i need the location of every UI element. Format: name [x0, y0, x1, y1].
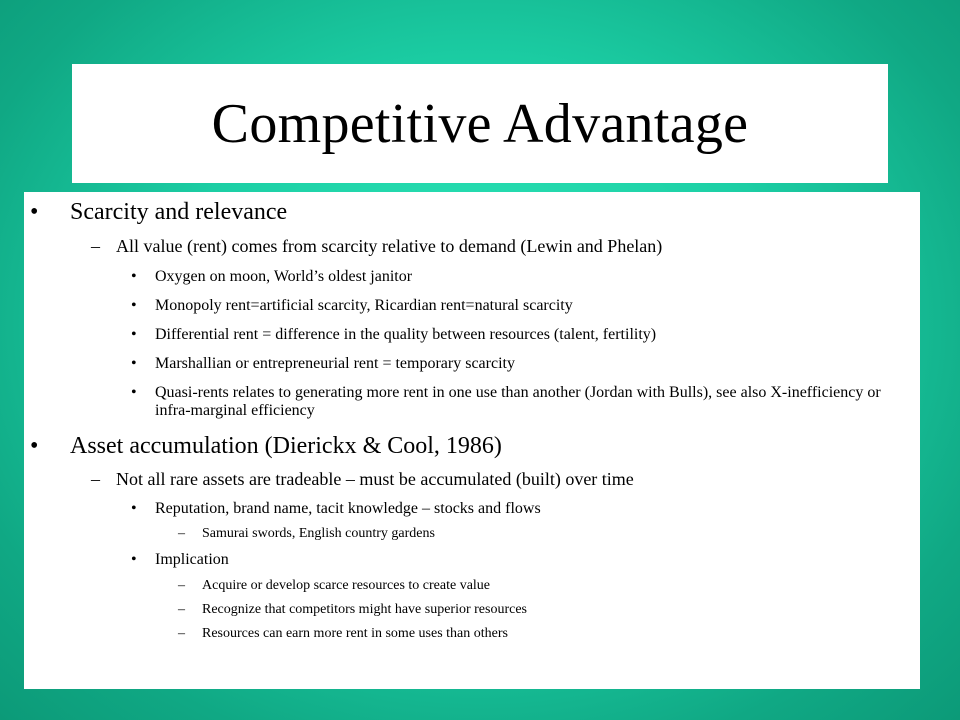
detail-text: Quasi-rents relates to generating more rent in one use than another (Jordan with Bulls), see also X-inefficiency or infra-marginal efficiency: [155, 384, 881, 419]
bullet-icon: •: [30, 199, 39, 225]
bullet-list: [24, 198, 920, 642]
example-text: Samurai swords, English country gardens: [202, 526, 435, 541]
detail-item: [24, 384, 920, 420]
title-box: [72, 64, 888, 183]
section-asset-accumulation: [24, 432, 920, 460]
bullet-icon: •: [131, 297, 137, 314]
detail-text: Monopoly rent=artificial scarcity, Ricardian rent=natural scarcity: [155, 297, 573, 314]
sub-point-text: All value (rent) comes from scarcity relative to demand (Lewin and Phelan): [116, 236, 663, 256]
detail-item: [24, 500, 920, 518]
detail-text: Marshallian or entrepreneurial rent = temporary scarcity: [155, 355, 515, 372]
example-text: Recognize that competitors might have superior resources: [202, 602, 528, 617]
detail-text: Differential rent = difference in the quality between resources (talent, fertility): [155, 326, 657, 343]
bullet-icon: •: [131, 384, 137, 401]
content-box: [24, 192, 920, 689]
detail-text: Oxygen on moon, World’s oldest janitor: [155, 268, 413, 285]
slide-title: Competitive Advantage: [211, 92, 749, 155]
example-item: [24, 625, 920, 642]
section-scarcity: [24, 198, 920, 226]
example-text: Resources can earn more rent in some uses than others: [202, 626, 508, 641]
dash-icon: –: [178, 602, 185, 617]
detail-item: [24, 268, 920, 286]
example-item: [24, 525, 920, 542]
bullet-icon: •: [30, 433, 39, 459]
bullet-icon: •: [131, 326, 137, 343]
dash-icon: –: [91, 469, 100, 489]
example-item: [24, 601, 920, 618]
dash-icon: –: [91, 236, 100, 256]
bullet-icon: •: [131, 551, 137, 568]
bullet-icon: •: [131, 500, 137, 517]
dash-icon: –: [178, 526, 185, 541]
bullet-icon: •: [131, 268, 137, 285]
detail-item: [24, 355, 920, 373]
section-heading: Asset accumulation (Dierickx & Cool, 1986): [70, 433, 502, 459]
example-item: [24, 577, 920, 594]
section-heading: Scarcity and relevance: [70, 199, 288, 225]
dash-icon: –: [178, 626, 185, 641]
sub-point-text: Not all rare assets are tradeable – must be accumulated (built) over time: [116, 469, 634, 489]
detail-item: [24, 326, 920, 344]
detail-text: Reputation, brand name, tacit knowledge – stocks and flows: [155, 500, 541, 517]
detail-text: Implication: [155, 551, 229, 568]
detail-item: [24, 551, 920, 569]
detail-item: [24, 297, 920, 315]
bullet-icon: •: [131, 355, 137, 372]
dash-icon: –: [178, 578, 185, 593]
sub-point: [24, 469, 920, 489]
example-text: Acquire or develop scarce resources to create value: [202, 578, 491, 593]
sub-point: [24, 236, 920, 256]
